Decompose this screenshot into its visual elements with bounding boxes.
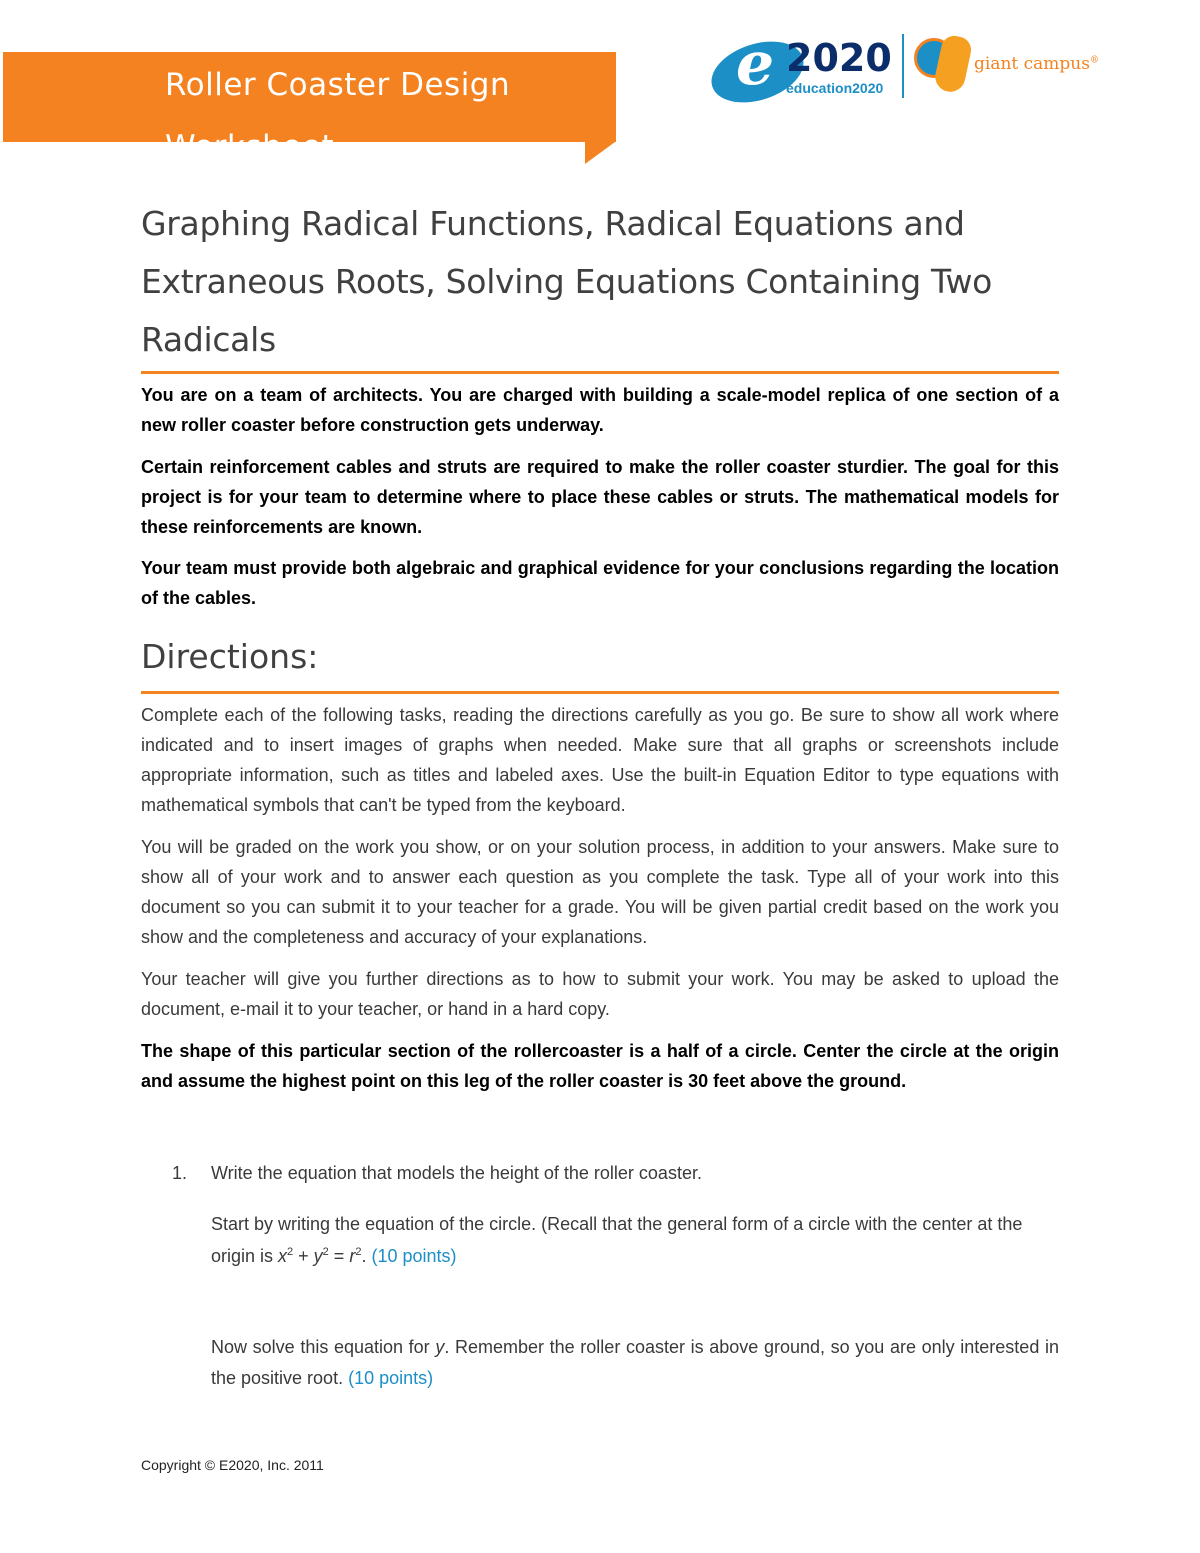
points-label: (10 points) <box>348 1368 434 1388</box>
e-logo-letter: e <box>736 29 775 99</box>
banner-corner-fold <box>585 142 615 164</box>
intro-paragraph-1: You are on a team of architects. You are charged with building a scale-model replica of one section of a new roller coaster before construction gets underway. <box>141 385 1059 435</box>
banner-title: Roller Coaster Design Worksheet <box>165 67 511 165</box>
page-title: Graphing Radical Functions, Radical Equations and Extraneous Roots, Solving Equations Containing Two Radicals <box>141 204 993 359</box>
question-1b: Now solve this equation for y. Remember the roller coaster is above ground, so you are only interested in the positive root. (10 points) <box>211 1337 1059 1388</box>
worksheet-banner <box>3 52 616 165</box>
intro-paragraph-3: Your team must provide both algebraic and graphical evidence for your conclusions regarding the location of the cables. <box>141 558 1059 608</box>
title-divider <box>141 371 1059 374</box>
intro-paragraph-2: Certain reinforcement cables and struts are required to make the roller coaster sturdier. The goal for this project is for your team to determine where to place these cables or struts. The mathematical models for these reinforcements are known. <box>141 457 1059 537</box>
directions-divider <box>141 691 1059 694</box>
copyright-footer: Copyright © E2020, Inc. 2011 <box>141 1457 324 1473</box>
logo-divider <box>902 34 904 98</box>
logo-education2020-text: education2020 <box>786 80 884 96</box>
directions-paragraph-2: You will be graded on the work you show, or on your solution process, in addition to your answers. Make sure to show all of your work and to answer each question as you complete the task. Type all of your work into this document so you can submit it to your teacher for a grade. You will be given partial credit based on the work you show and the completeness and accuracy of your explanations. <box>141 837 1059 947</box>
question-1-text: Write the equation that models the height of the roller coaster. <box>211 1163 702 1183</box>
directions-paragraph-1: Complete each of the following tasks, reading the directions carefully as you go. Be sure to show all work where indicated and to insert images of graphs when needed. Make sure that all graphs or screenshots include appropriate information, such as titles and labeled axes. Use the built-in Equation Editor to type equations with mathematical symbols that can't be typed from the keyboard. <box>141 705 1059 815</box>
question-1a: Start by writing the equation of the circle. (Recall that the general form of a circle with the center at the origin is $x^2 + y^2 = r^2$. (10 points) <box>211 1214 1023 1266</box>
shape-note: The shape of this particular section of the rollercoaster is a half of a circle. Center the circle at the origin and assume the highest point on this leg of the roller coaster is 30 feet above the ground. <box>141 1041 1059 1091</box>
question-1-number: 1. <box>172 1163 188 1183</box>
directions-heading: Directions: <box>141 637 319 676</box>
points-label: (10 points) <box>371 1246 457 1266</box>
e2020-logo <box>706 30 1106 105</box>
directions-paragraph-3: Your teacher will give you further directions as to how to submit your work. You may be asked to upload the document, e-mail it to your teacher, or hand in a hard copy. <box>141 969 1059 1019</box>
giant-campus-logo-text: giant campus® <box>974 54 1099 74</box>
logo-2020-text: 2020 <box>786 36 892 80</box>
